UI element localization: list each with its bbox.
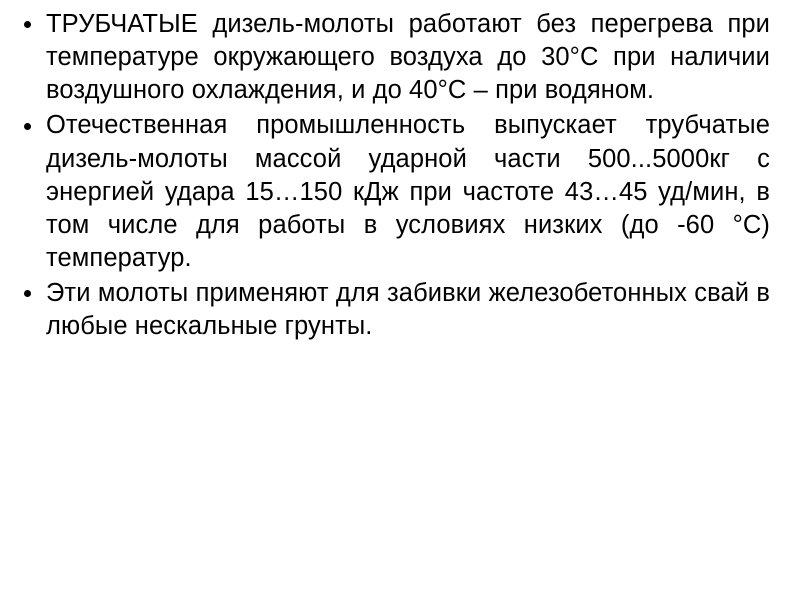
list-item: [18, 8, 770, 107]
list-item: [18, 109, 770, 275]
bullet-text: Отечественная промышленность выпускает трубчатые дизель-молоты массой ударной части 500...5000кг с энергией удара 15…150 кДж при частоте 43…45 уд/мин, в том числе для работы в условиях низких (до -60 °C) температур.: [46, 111, 770, 272]
bullet-text: Эти молоты применяют для забивки железобетонных свай в любые нескальные грунты.: [46, 279, 770, 341]
bullet-text: ТРУБЧАТЫЕ дизель-молоты работают без перегрева при температуре окружающего воздуха до 30°C при наличии воздушного охлаждения, и до 40°C – при водяном.: [46, 10, 770, 105]
bullet-list: [18, 8, 770, 345]
list-item: [18, 277, 770, 343]
